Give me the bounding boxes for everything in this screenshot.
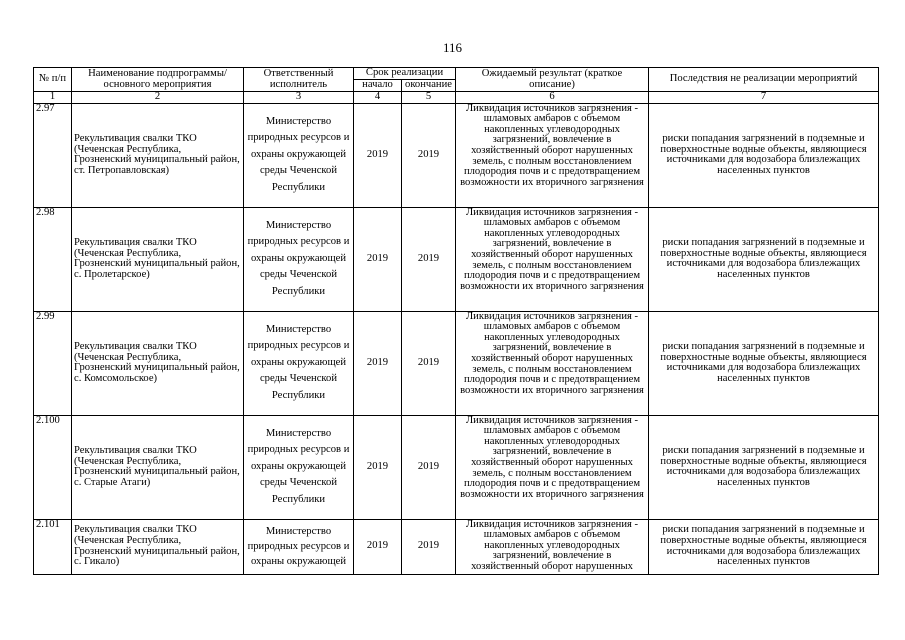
header-name: Наименование подпрограммы/ основного мероприятия: [72, 68, 244, 92]
table-row: [34, 519, 879, 574]
row-number: 2.98: [34, 207, 72, 311]
column-number: 5: [402, 92, 456, 104]
expected-result: Ликвидация источников загрязнения - шламовых амбаров с объемом накопленных углеводородных загрязнений, вовлечение в хозяйственный оборот нарушенных земель, с полным восстановлением плодородия почв и с предотвращением возможности их вторичного загрязнения: [456, 311, 649, 415]
end-year: 2019: [402, 103, 456, 207]
row-number: 2.101: [34, 519, 72, 574]
expected-result: Ликвидация источников загрязнения - шламовых амбаров с объемом накопленных углеводородных загрязнений, вовлечение в хозяйственный оборот нарушенных земель, с полным восстановлением плодородия почв и с предотвращением возможности их вторичного загрязнения: [456, 207, 649, 311]
page-number: 116: [442, 40, 463, 55]
header-consequences: Последствия не реализации мероприятий: [649, 68, 879, 92]
responsible-executor: Министерство природных ресурсов и охраны окружающей среды Чеченской Республики: [244, 415, 354, 519]
non-implementation-consequences: риски попадания загрязнений в подземные и поверхностные водные объекты, являющиеся источниками для водозабора близлежащих населенных пунктов: [649, 311, 879, 415]
non-implementation-consequences: риски попадания загрязнений в подземные и поверхностные водные объекты, являющиеся источниками для водозабора близлежащих населенных пунктов: [649, 103, 879, 207]
table-row: [34, 103, 879, 207]
expected-result: Ликвидация источников загрязнения - шламовых амбаров с объемом накопленных углеводородных загрязнений, вовлечение в хозяйственный оборот нарушенных земель, с полным восстановлением плодородия почв и с предотвращением возможности их вторичного загрязнения: [456, 103, 649, 207]
activity-name: Рекультивация свалки ТКО (Чеченская Республика, Грозненский муниципальный район, с. Комсомольское): [72, 311, 244, 415]
start-year: 2019: [354, 519, 402, 574]
activities-table: [33, 67, 879, 575]
table-row: [34, 311, 879, 415]
responsible-executor: Министерство природных ресурсов и охраны окружающей: [244, 519, 354, 574]
column-number: 2: [72, 92, 244, 104]
header-start: начало: [354, 80, 402, 92]
column-number: 6: [456, 92, 649, 104]
header-period: Срок реализации: [354, 68, 456, 80]
end-year: 2019: [402, 415, 456, 519]
end-year: 2019: [402, 519, 456, 574]
header-end: окончание: [402, 80, 456, 92]
start-year: 2019: [354, 311, 402, 415]
end-year: 2019: [402, 207, 456, 311]
activity-name: Рекультивация свалки ТКО (Чеченская Республика, Грозненский муниципальный район, с. Пролетарское): [72, 207, 244, 311]
start-year: 2019: [354, 415, 402, 519]
activity-name: Рекультивация свалки ТКО (Чеченская Республика, Грозненский муниципальный район, с. Старые Атаги): [72, 415, 244, 519]
row-number: 2.99: [34, 311, 72, 415]
header-result: Ожидаемый результат (краткое описание): [456, 68, 649, 92]
expected-result: Ликвидация источников загрязнения - шламовых амбаров с объемом накопленных углеводородных загрязнений, вовлечение в хозяйственный оборот нарушенных земель, с полным восстановлением плодородия почв и с предотвращением возможности их вторичного загрязнения: [456, 415, 649, 519]
activity-name: Рекультивация свалки ТКО (Чеченская Республика, Грозненский муниципальный район, с. Гикало): [72, 519, 244, 574]
responsible-executor: Министерство природных ресурсов и охраны окружающей среды Чеченской Республики: [244, 311, 354, 415]
column-number: 3: [244, 92, 354, 104]
column-numbers-row: [34, 92, 879, 104]
responsible-executor: Министерство природных ресурсов и охраны окружающей среды Чеченской Республики: [244, 103, 354, 207]
start-year: 2019: [354, 103, 402, 207]
row-number: 2.97: [34, 103, 72, 207]
header-num: № п/п: [34, 68, 72, 92]
activity-name: Рекультивация свалки ТКО (Чеченская Республика, Грозненский муниципальный район, ст. Петропавловская): [72, 103, 244, 207]
expected-result: Ликвидация источников загрязнения - шламовых амбаров с объемом накопленных углеводородных загрязнений, вовлечение в хозяйственный оборот нарушенных: [456, 519, 649, 574]
column-number: 7: [649, 92, 879, 104]
header-responsible: Ответственный исполнитель: [244, 68, 354, 92]
non-implementation-consequences: риски попадания загрязнений в подземные и поверхностные водные объекты, являющиеся источниками для водозабора близлежащих населенных пунктов: [649, 207, 879, 311]
table-row: [34, 415, 879, 519]
start-year: 2019: [354, 207, 402, 311]
column-number: 4: [354, 92, 402, 104]
non-implementation-consequences: риски попадания загрязнений в подземные и поверхностные водные объекты, являющиеся источниками для водозабора близлежащих населенных пунктов: [649, 415, 879, 519]
non-implementation-consequences: риски попадания загрязнений в подземные и поверхностные водные объекты, являющиеся источниками для водозабора близлежащих населенных пунктов: [649, 519, 879, 574]
end-year: 2019: [402, 311, 456, 415]
row-number: 2.100: [34, 415, 72, 519]
table-row: [34, 207, 879, 311]
responsible-executor: Министерство природных ресурсов и охраны окружающей среды Чеченской Республики: [244, 207, 354, 311]
column-number: 1: [34, 92, 72, 104]
header-row-1: [34, 68, 879, 80]
